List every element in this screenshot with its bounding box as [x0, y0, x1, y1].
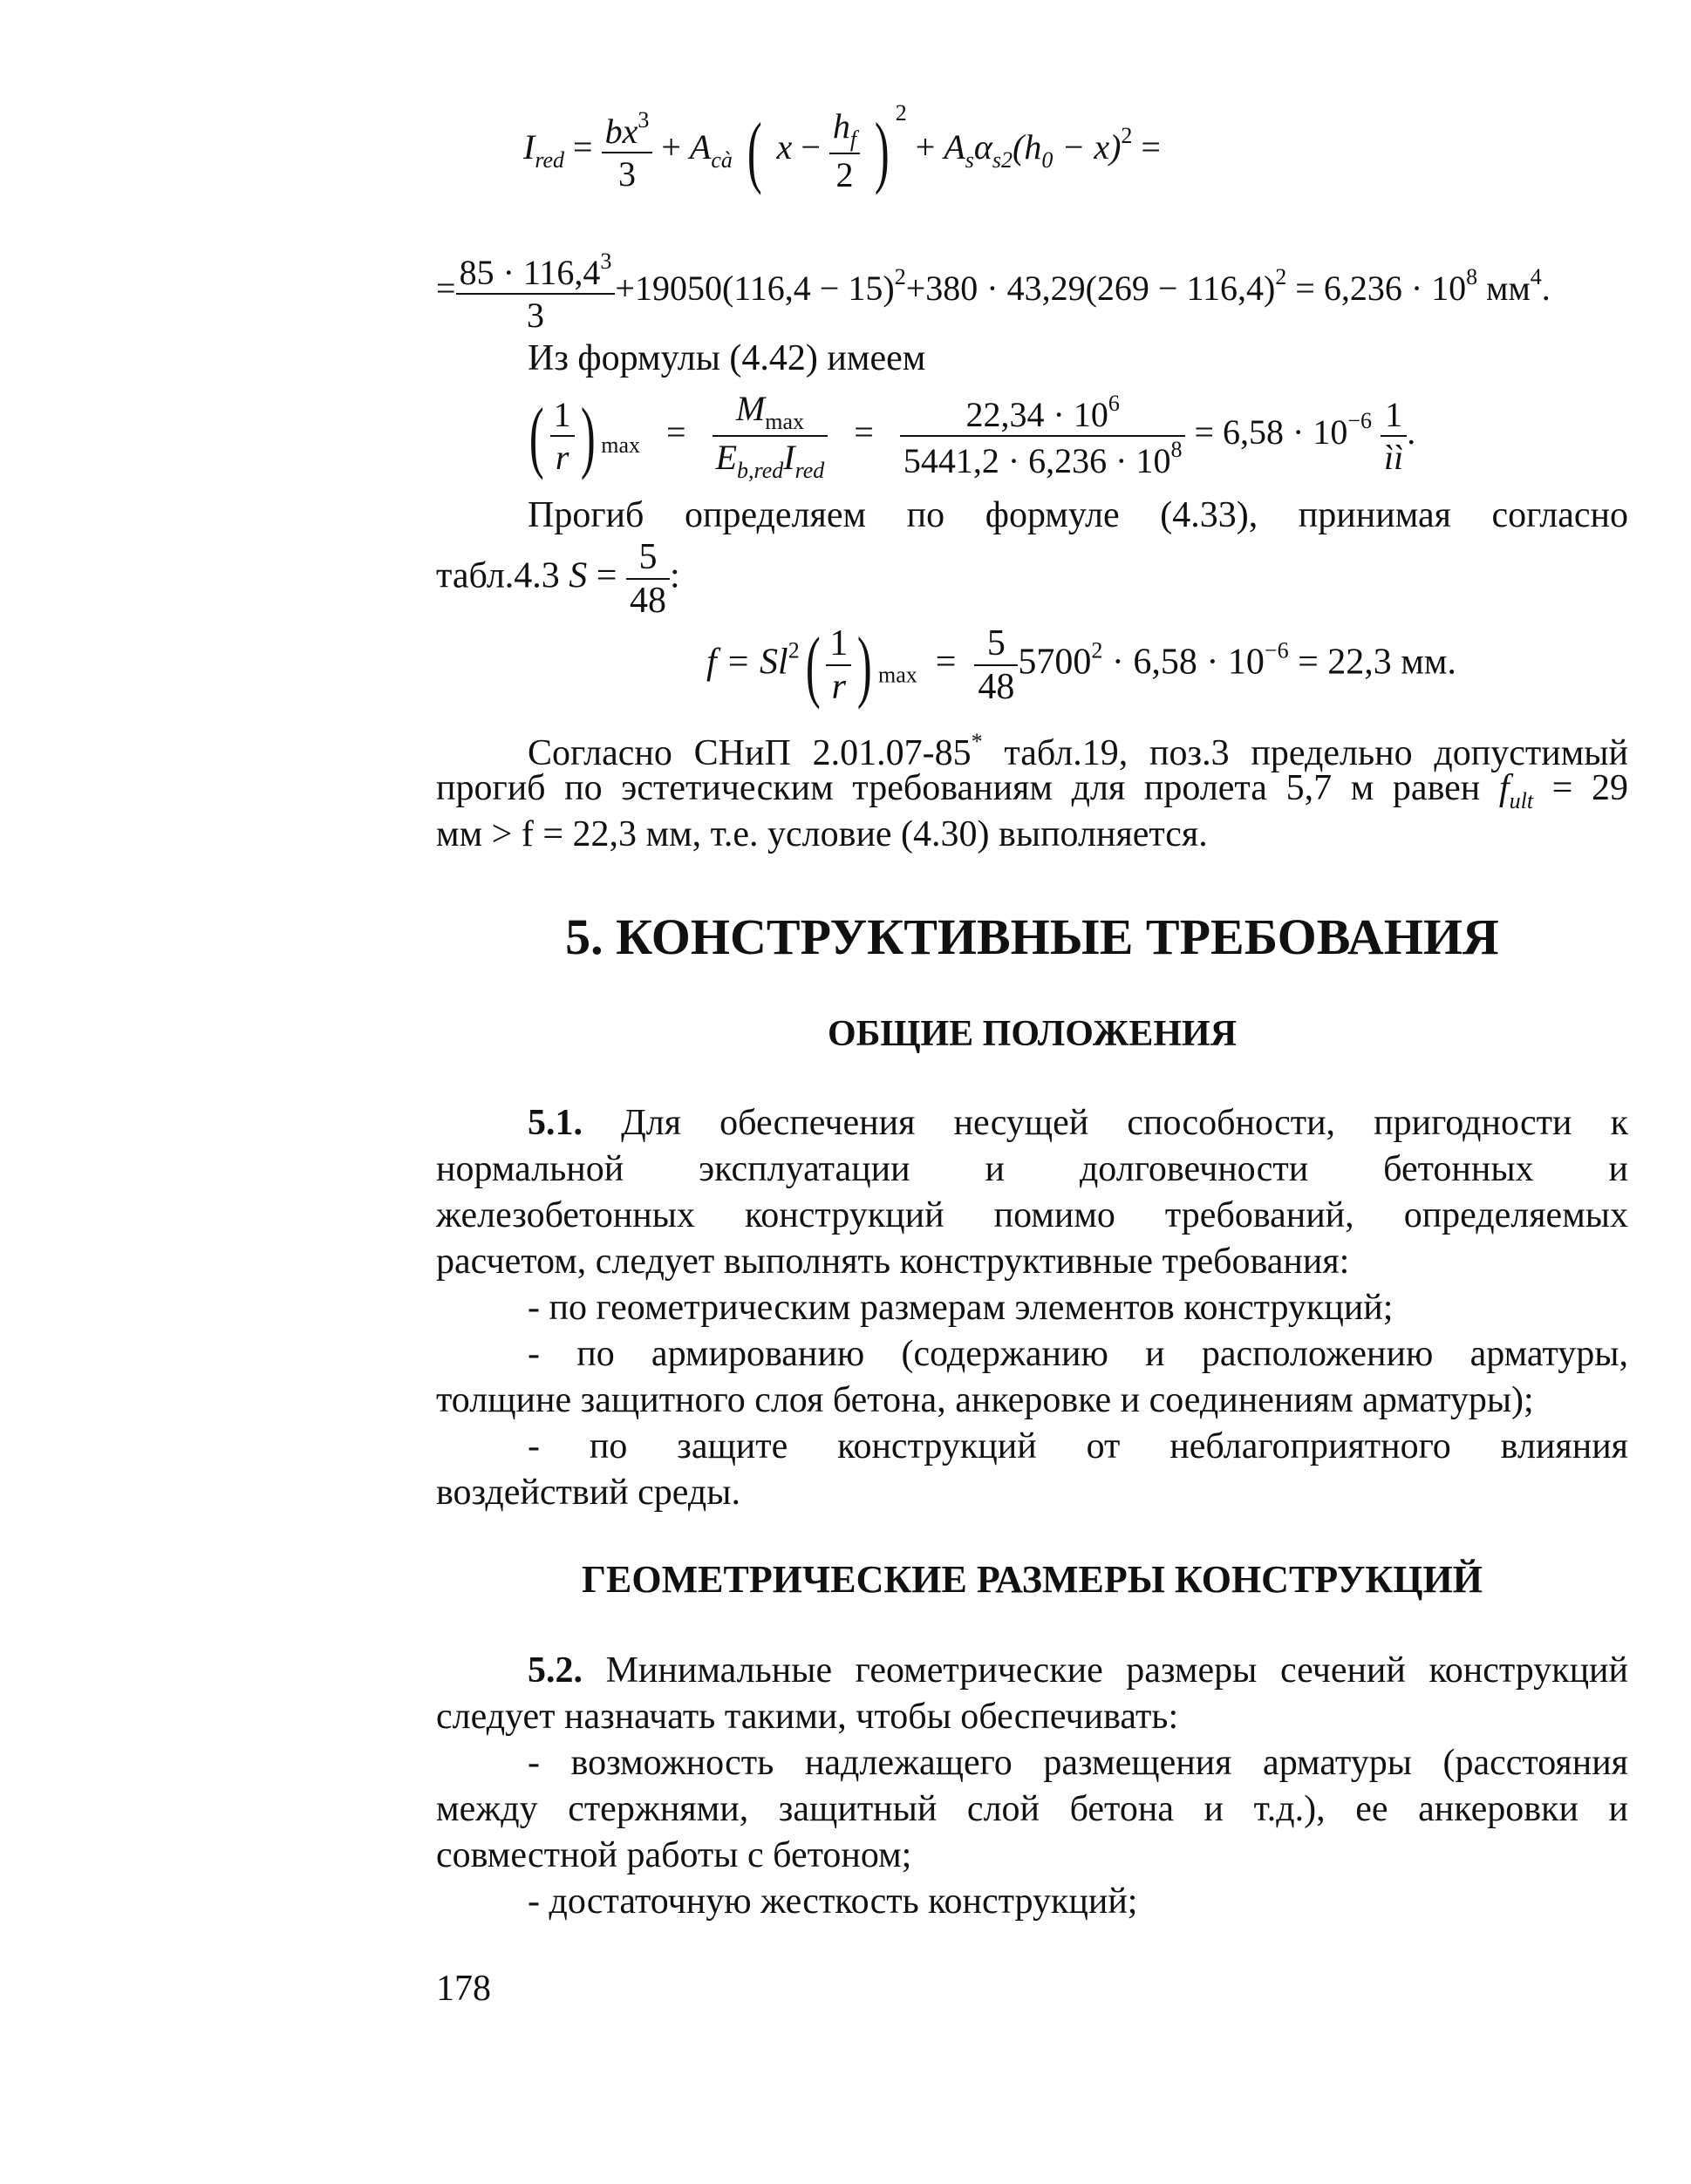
table-s-formula: табл.4.3 S = $\frac{5}{48}$ : — [436, 537, 680, 621]
formula-ired: $I_{red}$ = $\frac{bx^3}{3}$ + $A_{cà}$ ( x − $\frac{h_f}{2}$ ) $^2 + A_s\alpha_{s2}(h_0 - x)^2$ = — [523, 100, 1161, 195]
p52-bullet1-line-3: совместной работы с бетоном; — [436, 1835, 912, 1875]
page-number: 178 — [436, 1969, 491, 2009]
deflection-text: Прогиб определяем по формуле (4.33), принимая согласно — [528, 495, 1628, 535]
p51-line-3: железобетонных конструкций помимо требований, определяемых — [436, 1195, 1628, 1235]
p52-bullet2: - достаточную жесткость конструкций; — [528, 1881, 1138, 1922]
subtitle-general: ОБЩИЕ ПОЛОЖЕНИЯ — [827, 1014, 1238, 1054]
bullet-geometry: - по геометрическим размерам элементов конструкций; — [528, 1288, 1394, 1328]
p51-line-2: нормальной эксплуатации и долговечности бетонных и — [436, 1149, 1628, 1189]
snip-line-3: мм > f = 22,3 мм, т.е. условие (4.30) выполняется. — [436, 814, 1208, 854]
bullet-reinforcement-1: - по армированию (содержанию и расположению арматуры, — [528, 1334, 1628, 1374]
ired-sub: red — [535, 147, 565, 173]
bullet-protection-2: воздействий среды. — [436, 1473, 740, 1513]
curvature-symbolic: $\frac{M_{max}}{E_{b,red}I_{red}}$ — [713, 388, 828, 484]
formula-deflection: $f = Sl^2$( $\frac{1}{r}$ ) $_{max}$ = $\frac{5}{48}$ $5700^2 \cdot 6,58 \cdot 10^{-6} = 22,3$ мм. — [706, 621, 1456, 710]
from-formula-text: Из формулы (4.42) имеем — [528, 338, 926, 378]
formula-ired-numeric: = $\frac{85 \cdot 116,4^3}{3}$ $+19050(116,4 - 15)^2+380 \cdot 43,29(269 - 116,4)^2 = 6,236 \cdot 10^8$ $мм^4$. — [436, 248, 1551, 335]
bullet-reinforcement-2: толщине защитного слоя бетона, анкеровке и соединениям арматуры); — [436, 1380, 1534, 1420]
subtitle-geometric: ГЕОМЕТРИЧЕСКИЕ РАЗМЕРЫ КОНСТРУКЦИЙ — [582, 1558, 1483, 1601]
p52-bullet1-line-2: между стержнями, защитный слой бетона и т.д.), ее анкеровки и — [436, 1789, 1628, 1829]
formula-curvature: ( $\frac{1}{r}$ ) $_{max}$ = $\frac{M_{max}}{E_{b,red}I_{red}}$ = $\frac{22,34 \cdot 10^6}{5441,2 \cdot 6,236 \cdot 10^8}$ = $6,58 \cdot 10^{-6}$ $\frac{1}{ìì}$ . — [528, 389, 1416, 483]
section-title: 5. КОНСТРУКТИВНЫЕ ТРЕБОВАНИЯ — [565, 908, 1499, 965]
snip-line-2: прогиб по эстетическим требованиям для пролета 5,7 м равен $f_{ult} = 29$ — [436, 768, 1629, 813]
ired-symbol: I — [523, 127, 535, 167]
ired-term-c: $\frac{h_f}{2}$ — [829, 105, 860, 195]
ired-term-a: $\frac{bx^3}{3}$ — [602, 107, 653, 194]
numeric-fraction: $\frac{85 \cdot 116,4^3}{3}$ — [456, 248, 616, 336]
p52-line-1: 5.2. Минимальные геометрические размеры сечений конструкций — [528, 1650, 1628, 1691]
bullet-protection-1: - по защите конструкций от неблагоприятного влияния — [528, 1426, 1628, 1466]
curvature-numeric: $\frac{22,34 \cdot 10^6}{5441,2 \cdot 6,236 \cdot 10^8}$ — [900, 391, 1186, 481]
p51-line-4: расчетом, следует выполнять конструктивные требования: — [436, 1242, 1350, 1282]
p52-bullet1-line-1: - возможность надлежащего размещения арматуры (расстояния — [528, 1743, 1628, 1783]
snip-line-1: Согласно СНиП 2.01.07-85* табл.19, поз.3 предельно допустимый — [528, 729, 1628, 773]
p51-line-1: 5.1. Для обеспечения несущей способности, пригодности к — [528, 1103, 1628, 1143]
p52-line-2: следует назначать такими, чтобы обеспечивать: — [436, 1697, 1179, 1737]
